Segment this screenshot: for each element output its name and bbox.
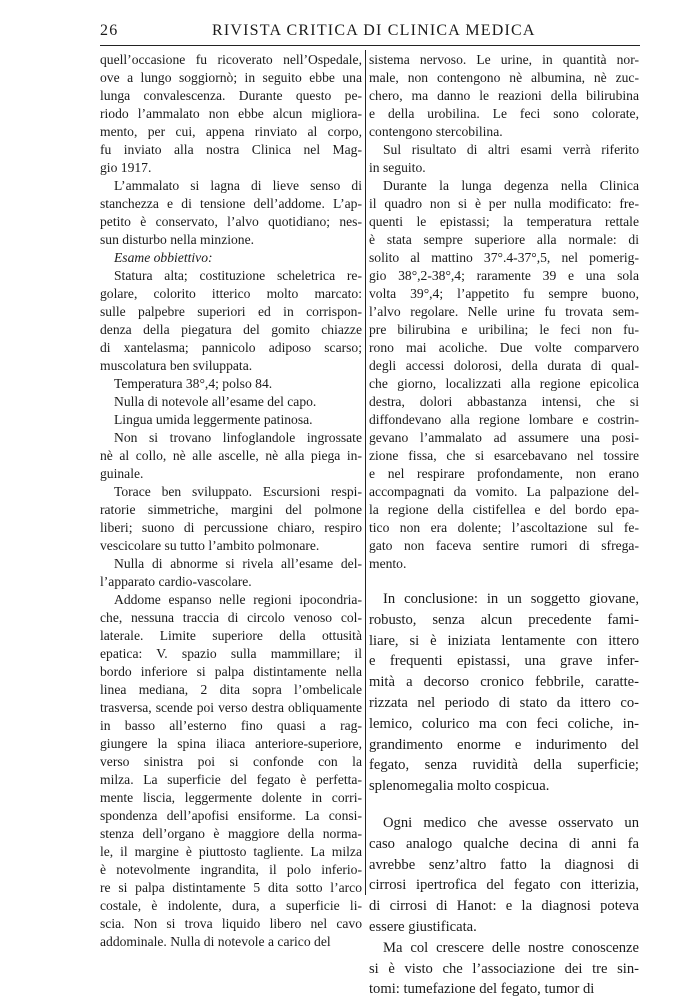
text-line: trasversa, scende poi verso destra obliquamente	[100, 700, 362, 715]
text-line: di cirrosi di Hanot: e la diagnosi poteva	[369, 898, 639, 915]
text-line: in seguito.	[369, 160, 426, 175]
text-line: che giorno, localizzati alla regione epicolica	[369, 376, 639, 391]
text-line: fegato, senza ruvidità della superficie;	[369, 757, 639, 774]
text-line: tico non era dolente; l’ascoltazione sul fe-	[369, 520, 639, 535]
text-line: ratorie simmetriche, margini del polmone	[100, 502, 362, 517]
text-line: Non si trovano linfoglandole ingrossate	[114, 430, 362, 445]
text-line: In conclusione: in un soggetto giovane,	[383, 591, 639, 607]
text-line: zione fissa, che si esarcebavano nel tossire	[369, 448, 639, 463]
column-divider	[365, 50, 366, 895]
text-line: Nulla di abnorme si rivela all’esame del-	[114, 556, 362, 571]
text-line: rono mai acoliche. Due volte comparvero	[369, 340, 639, 355]
text-line: chero, ma danno le reazioni della bilirubina	[369, 88, 639, 103]
text-line: gato non faceva sentire rumori di sfrega-	[369, 538, 639, 553]
header-rule	[100, 45, 640, 46]
text-line: cirrosi ipertrofica del fegato con itterizia,	[369, 877, 639, 894]
text-line: vescicolare su tutto l’ambito polmonare.	[100, 538, 320, 553]
paragraph	[369, 141, 639, 177]
text-line: l’alvo regolare. Nelle urine fu trovata sem-	[369, 304, 639, 319]
text-line: muscolatura ben sviluppata.	[100, 358, 253, 373]
text-line: gio 38°,2-38°,4; raramente 39 e una sola	[369, 268, 639, 283]
paragraph	[100, 411, 362, 429]
paragraph	[369, 589, 639, 797]
paragraph	[100, 177, 362, 249]
text-line: ove a lungo soggiornò; in seguito ebbe una	[100, 70, 362, 85]
text-line: volta 39°,4; l’appetito fu sempre buono,	[369, 286, 639, 301]
text-line: lunga convalescenza. Durante questo pe-	[100, 88, 362, 103]
text-line: accompagnati da vomito. La palpazione del-	[369, 484, 639, 499]
text-line: robusto, senza alcun precedente fami-	[369, 611, 639, 628]
paragraph	[369, 813, 639, 938]
section-gap	[369, 573, 639, 589]
paragraph	[369, 938, 639, 1000]
text-line: quell’occasione fu ricoverato nell’Ospedale,	[100, 52, 362, 67]
text-line: rizzata nel periodo di stato da ittero co-	[369, 694, 639, 711]
section-gap	[369, 797, 639, 813]
text-line: epatica: V. spazio sulla mammillare; il	[100, 646, 362, 661]
text-line: è stata sempre superiore alla normale: di	[369, 232, 639, 247]
text-line: e della urobilina. Le feci sono colorate,	[369, 106, 639, 121]
text-line: mento, per cui, appena rinviato al corpo,	[100, 124, 362, 139]
text-line: Durante la lunga degenza nella Clinica	[383, 178, 639, 193]
text-line: milza. La superficie del fegato è perfetta-	[100, 772, 362, 787]
text-line: avrebbe senz’altro fatto la diagnosi di	[369, 856, 639, 873]
right-column	[369, 51, 639, 1000]
page-number: 26	[100, 22, 119, 39]
text-line: quenti le epistassi; la temperatura rettale	[369, 214, 639, 229]
text-line: si è visto che l’associazione dei tre sin-	[369, 960, 639, 977]
paragraph	[100, 591, 362, 951]
paragraph	[100, 555, 362, 591]
text-line: splenomegalia molto cospicua.	[369, 778, 550, 795]
text-line: scia. Non si trova liquido libero nel cavo	[100, 916, 362, 931]
text-line: golare, colorito itterico molto marcato:	[100, 286, 362, 301]
text-line: verso sinistra poi si confonde con la	[100, 754, 362, 769]
text-line: Ma col crescere delle nostre conoscenze	[383, 939, 639, 956]
text-line: spondenza dell’apofisi ensiforme. La consi-	[100, 808, 362, 823]
text-line: pre bilirubina e uribilina; le feci non fu-	[369, 322, 639, 337]
text-line: Sul risultato di altri esami verrà riferito	[383, 142, 639, 157]
text-line: gevano l’ammalato ad assumere una posi-	[369, 430, 639, 445]
text-line: grandimento enorme e indurimento del	[369, 736, 639, 753]
text-line: laterale. Limite superiore della ottusità	[100, 628, 362, 643]
paragraph	[100, 429, 362, 483]
text-line: lemico, colurico ma con feci coliche, in-	[369, 715, 639, 732]
text-line: in basso all’esterno fino quasi a rag-	[100, 718, 362, 733]
text-line: L’ammalato si lagna di lieve senso di	[114, 178, 362, 193]
text-line: solito al mattino 37°.4-37°,5, nel pomerig-	[369, 250, 639, 265]
running-head	[100, 22, 640, 44]
text-line: le, il margine è piuttosto tagliente. La milza	[100, 844, 362, 859]
text-line: guinale.	[100, 466, 144, 481]
text-line: gio 1917.	[100, 160, 152, 175]
text-line: petito è conservato, l’alvo quotidiano; nes-	[100, 214, 362, 229]
text-line: Nulla di notevole all’esame del capo.	[114, 394, 317, 409]
text-line: il quadro non si è per nulla modificato: fre-	[369, 196, 639, 211]
text-line: male, non contengono nè albumina, nè zuc-	[369, 70, 639, 85]
left-column	[100, 51, 362, 951]
text-line: Lingua umida leggermente patinosa.	[114, 412, 313, 427]
text-line: riodo l’ammalato non ebbe alcun migliora-	[100, 106, 362, 121]
text-line: sulle palpebre superiori ed in corrispon-	[100, 304, 362, 319]
text-line: sun disturbo nella minzione.	[100, 232, 255, 247]
text-line: nè al collo, nè alle ascelle, nè alla piega in-	[100, 448, 362, 463]
paragraph	[100, 51, 362, 177]
text-line: giungere la spina iliaca anteriore-superiore,	[100, 736, 362, 751]
text-line: bordo inferiore si palpa distintamente nella	[100, 664, 362, 679]
text-line: essere giustificata.	[369, 918, 477, 935]
paragraph	[369, 177, 639, 573]
text-line: denza della piegatura del gomito chiazze	[100, 322, 362, 337]
text-line: contengono stercobilina.	[369, 124, 503, 139]
text-line: costale, è indolente, dura, a superficie li-	[100, 898, 362, 913]
text-line: fu inviato alla nostra Clinica nel Mag-	[100, 142, 362, 157]
paragraph	[100, 393, 362, 411]
text-line: l’apparato cardio-vascolare.	[100, 574, 252, 589]
text-line: stenza dell’organo è maggiore della norma-	[100, 826, 362, 841]
text-line: diffondevano alla regione lombare e costrin-	[369, 412, 639, 427]
text-line: che, nessuna traccia di circolo venoso col-	[100, 610, 362, 625]
paragraph	[100, 267, 362, 375]
text-line: Addome espanso nelle regioni ipocondria-	[114, 592, 362, 607]
text-line: destra, dolori abbastanza intensi, che si	[369, 394, 639, 409]
text-line: Esame obbiettivo:	[114, 250, 213, 265]
text-line: stanchezza e di tensione dell’addome. L’ap-	[100, 196, 362, 211]
text-line: tomi: tumefazione del fegato, tumor di	[369, 981, 595, 998]
text-line: liberi; suono di percussione chiaro, respiro	[100, 520, 362, 535]
text-line: Temperatura 38°,4; polso 84.	[114, 376, 273, 391]
text-line: e frequenti epistassi, una grave infer-	[369, 653, 639, 670]
text-line: di xantelasma; pannicolo adiposo scarso;	[100, 340, 362, 355]
text-line: re si palpa distintamente 5 dita sotto l’arco	[100, 880, 362, 895]
text-line: mità a decorso cronico febbrile, caratte-	[369, 674, 639, 691]
paragraph	[369, 51, 639, 141]
text-line: degli accessi dolorosi, della durata di qual-	[369, 358, 639, 373]
text-line: Statura alta; costituzione scheletrica re-	[114, 268, 362, 283]
text-line: è notevolmente ingrandita, il polo inferio-	[100, 862, 362, 877]
text-line: e nel respirare profondamente, non erano	[369, 466, 639, 481]
paragraph	[100, 483, 362, 555]
paragraph	[100, 249, 362, 267]
text-line: mente liscia, leggermente dolente in corri-	[100, 790, 362, 805]
text-line: la regione della cistifellea e del bordo epa-	[369, 502, 639, 517]
text-line: caso analogo qualche decina di anni fa	[369, 835, 639, 852]
text-line: liare, si è iniziata lentamente con ittero	[369, 632, 639, 649]
text-line: Ogni medico che avesse osservato un	[383, 814, 639, 831]
text-line: sistema nervoso. Le urine, in quantità nor-	[369, 52, 639, 67]
text-line: mento.	[369, 556, 407, 571]
text-line: Torace ben sviluppato. Escursioni respi-	[114, 484, 362, 499]
text-line: addominale. Nulla di notevole a carico del	[100, 934, 331, 949]
journal-title: RIVISTA CRITICA DI CLINICA MEDICA	[212, 22, 536, 39]
text-line: linea mediana, 2 dita sopra l’ombelicale	[100, 682, 362, 697]
paragraph	[100, 375, 362, 393]
